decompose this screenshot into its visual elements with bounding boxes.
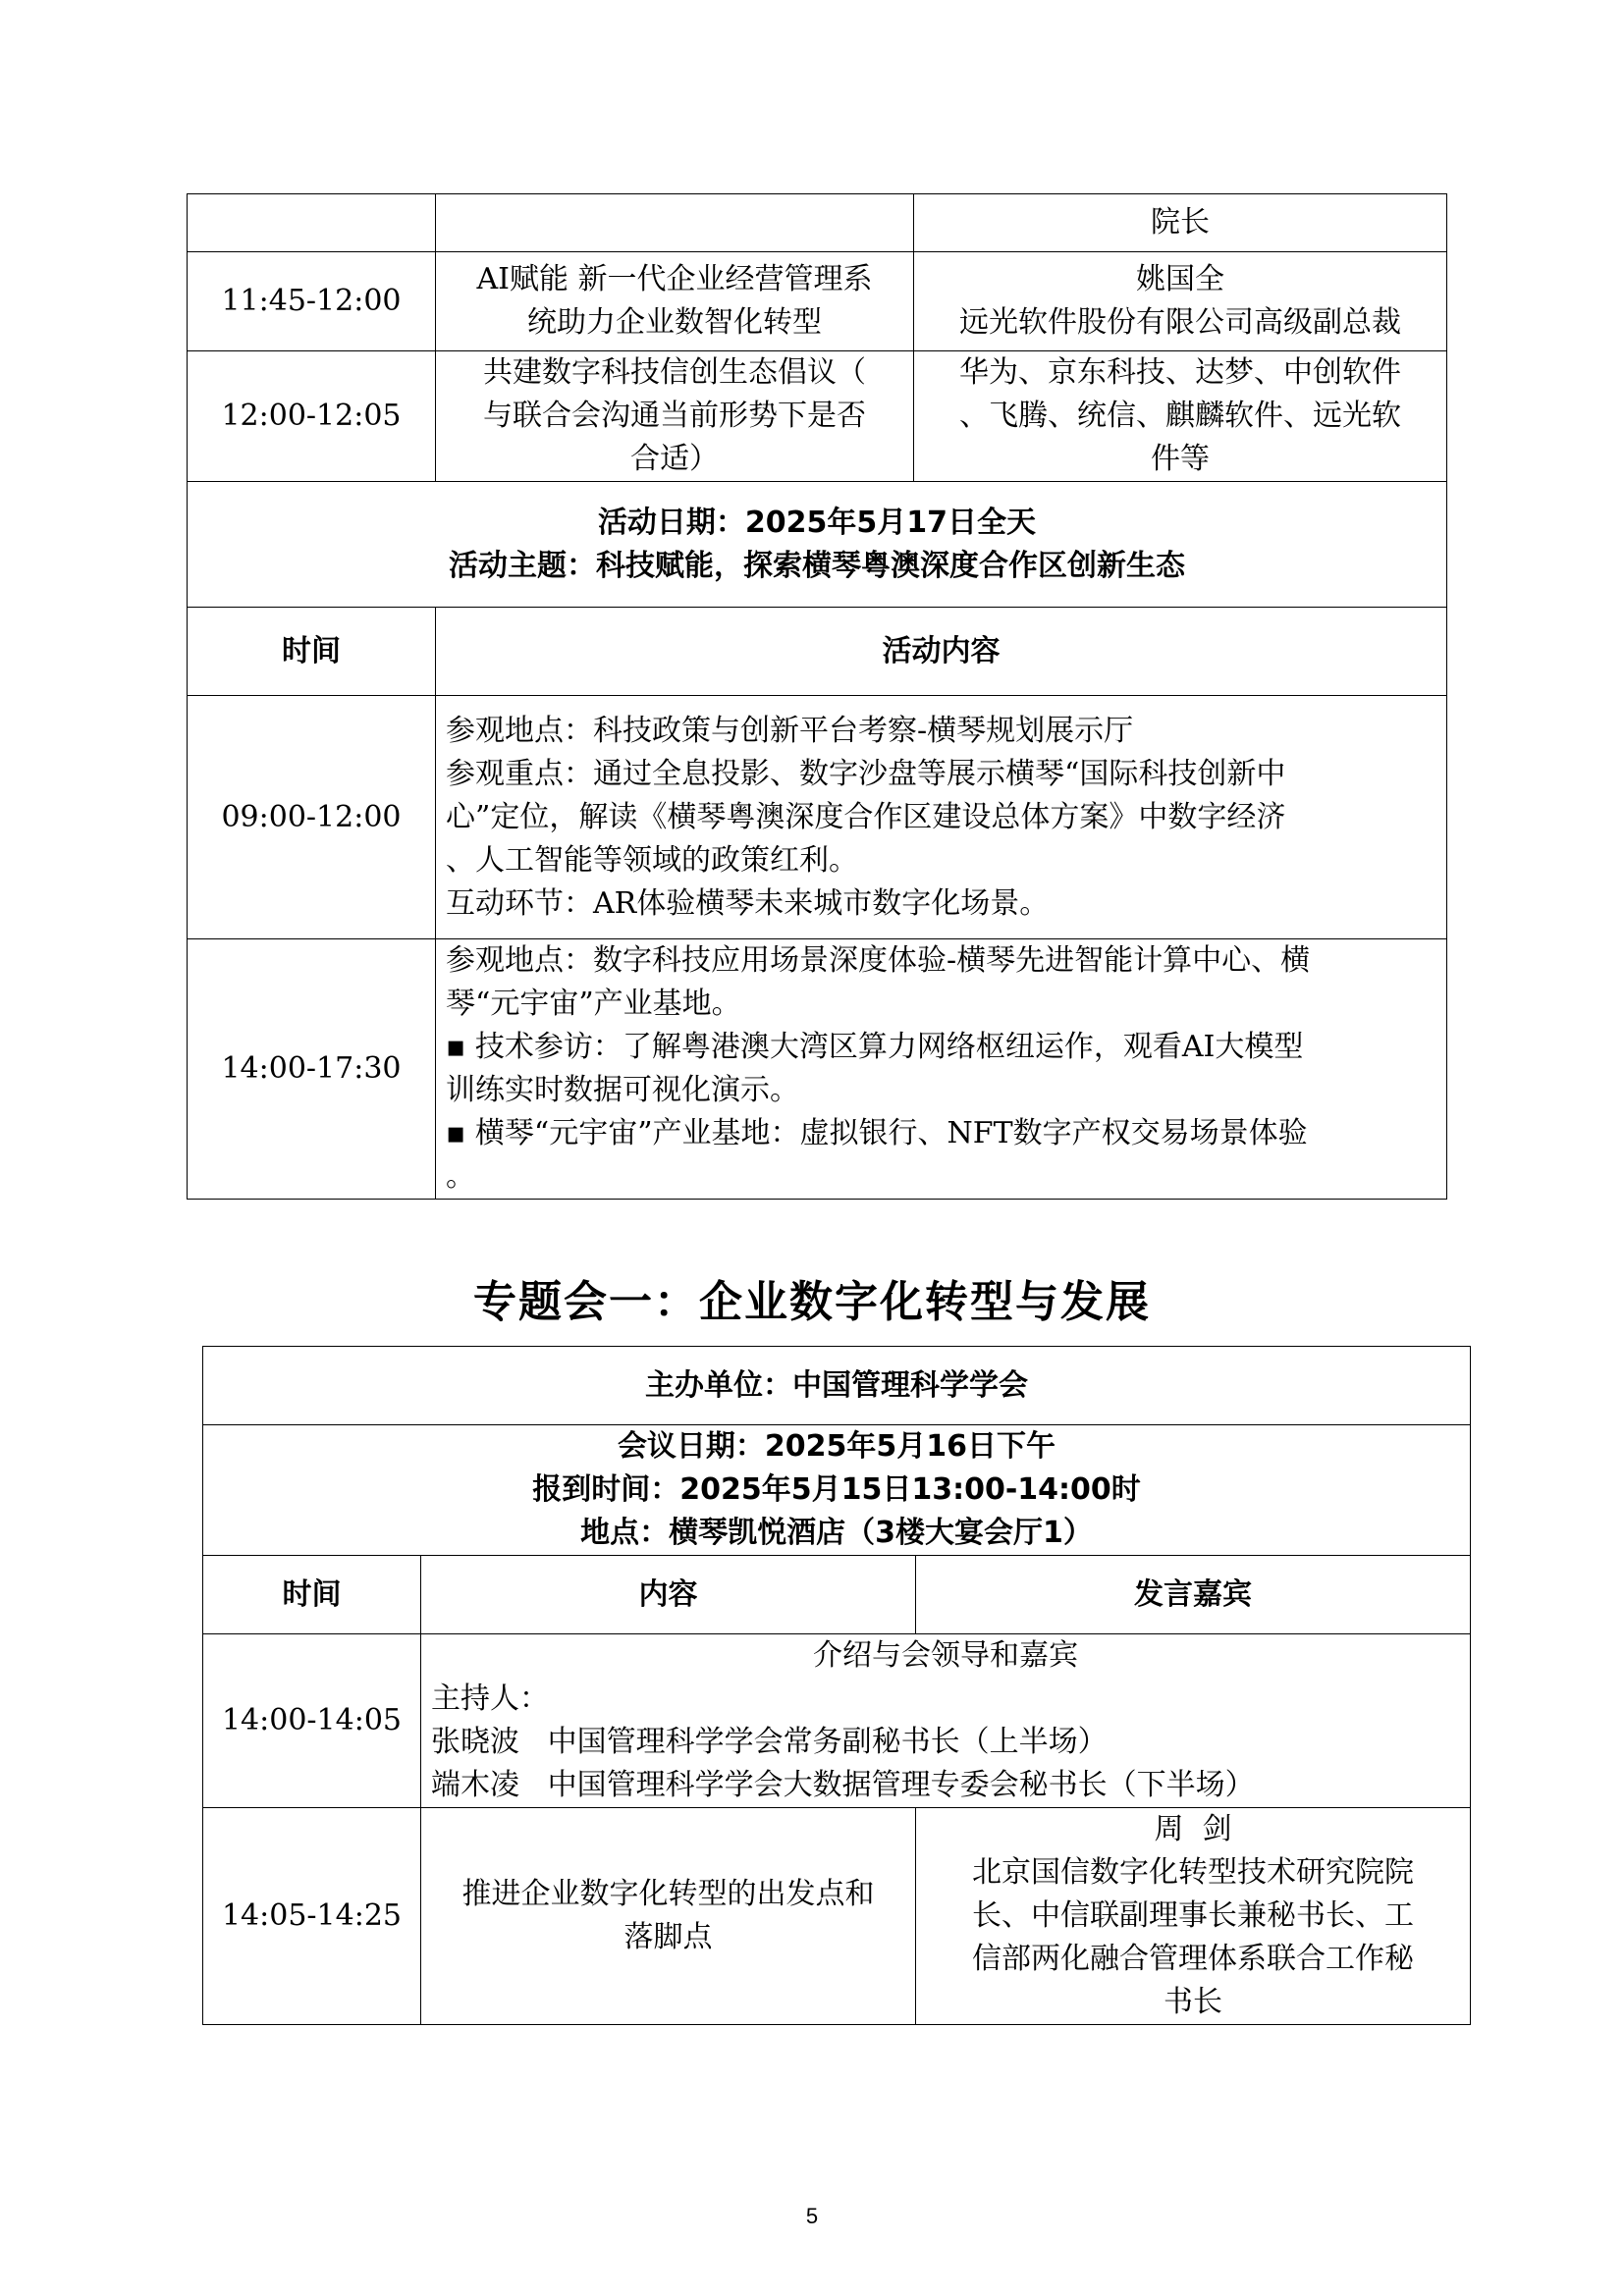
meeting-info-row (203, 1425, 1471, 1556)
time-cell: 14:00-14:05 (203, 1634, 421, 1808)
section-title: 专题会一：企业数字化转型与发展 (473, 1277, 1151, 1327)
speaker-line: 信部两化融合管理体系联合工作秘 (972, 1942, 1414, 1976)
schedule-table-day2 (187, 193, 1447, 1200)
speaker-line: 北京国信数字化转型技术研究院院 (972, 1855, 1414, 1890)
time-cell: 09:00-12:00 (188, 696, 436, 939)
speaker-cell (914, 252, 1447, 351)
activity-theme: 活动主题：科技赋能，探索横琴粤澳深度合作区创新生态 (449, 548, 1185, 583)
time-cell: 14:00-17:30 (188, 939, 436, 1200)
content-line: ▪ 横琴“元宇宙”产业基地：虚拟银行、NFT数字产权交易场景体验 (446, 1116, 1308, 1150)
speaker-line: 华为、京东科技、达梦、中创软件 (959, 355, 1401, 390)
content-cell (436, 252, 914, 351)
header-time: 时间 (203, 1556, 421, 1634)
speaker-cell: 院长 (914, 194, 1447, 252)
speaker-line: 长、中信联副理事长兼秘书长、工 (972, 1898, 1414, 1933)
content-line: 共建数字科技信创生态倡议（ (483, 355, 866, 390)
speaker-title: 远光软件股份有限公司高级副总裁 (959, 305, 1401, 340)
schedule-table-session1 (202, 1346, 1471, 2025)
content-cell (436, 939, 1447, 1200)
table-row (188, 252, 1447, 351)
page-number: 5 (805, 2204, 819, 2228)
content-line: 参观重点：通过全息投影、数字沙盘等展示横琴“国际科技创新中 (446, 756, 1286, 791)
table-row (203, 1808, 1471, 2025)
activity-date: 活动日期：2025年5月17日全天 (597, 505, 1037, 540)
table-row (203, 1634, 1471, 1808)
content-cell (421, 1634, 1471, 1808)
content-line: 琴“元宇宙”产业基地。 (446, 987, 741, 1021)
content-line: 介绍与会领导和嘉宾 (813, 1638, 1078, 1673)
speaker-name: 姚国全 (1136, 262, 1224, 296)
time-cell: 12:00-12:05 (188, 351, 436, 482)
content-line: 统助力企业数智化转型 (527, 305, 822, 340)
speaker-line: 、飞腾、统信、麒麟软件、远光软 (959, 399, 1401, 433)
content-line: 训练实时数据可视化演示。 (446, 1073, 799, 1107)
speaker-name: 周 剑 (1154, 1812, 1232, 1846)
content-line: 合适） (630, 442, 719, 476)
table-row (188, 194, 1447, 252)
header-speaker: 发言嘉宾 (916, 1556, 1471, 1634)
content-cell (436, 194, 914, 252)
table-row (188, 939, 1447, 1200)
meeting-venue: 地点：横琴凯悦酒店（3楼大宴会厅1） (580, 1516, 1093, 1550)
header-content: 内容 (421, 1556, 916, 1634)
table-row (188, 351, 1447, 482)
content-line: 与联合会沟通当前形势下是否 (483, 399, 866, 433)
speaker-cell (914, 351, 1447, 482)
time-cell: 11:45-12:00 (188, 252, 436, 351)
header-content: 活动内容 (436, 608, 1447, 696)
table-row (188, 696, 1447, 939)
speaker-line: 书长 (1164, 1985, 1222, 2019)
header-row (203, 1556, 1471, 1634)
content-line: 落脚点 (623, 1920, 713, 1954)
content-line: 互动环节：AR体验横琴未来城市数字化场景。 (446, 885, 1050, 921)
time-cell (188, 194, 436, 252)
content-line: 推进企业数字化转型的出发点和 (461, 1877, 875, 1911)
meeting-date: 会议日期：2025年5月16日下午 (617, 1429, 1056, 1464)
content-line: 主持人： (431, 1682, 549, 1716)
content-line: 。 (446, 1159, 475, 1194)
content-line: 心”定位，解读《横琴粤澳深度合作区建设总体方案》中数字经济 (446, 799, 1286, 834)
content-cell (436, 351, 914, 482)
speaker-line: 件等 (1151, 442, 1210, 476)
content-line: 参观地点：数字科技应用场景深度体验-横琴先进智能计算中心、横 (446, 943, 1311, 978)
content-line: 张晓波 中国管理科学学会常务副秘书长（上半场） (431, 1725, 1108, 1759)
content-line: ▪ 技术参访：了解粤港澳大湾区算力网络枢纽运作，观看AI大模型 (446, 1030, 1304, 1064)
content-line: 参观地点：科技政策与创新平台考察-横琴规划展示厅 (446, 713, 1134, 748)
activity-banner (188, 482, 1447, 608)
time-cell: 14:05-14:25 (203, 1808, 421, 2025)
checkin-time: 报到时间：2025年5月15日13:00-14:00时 (532, 1472, 1141, 1507)
meeting-info (203, 1425, 1471, 1556)
content-line: AI赋能 新一代企业经营管理系 (476, 262, 873, 296)
content-cell (421, 1808, 916, 2025)
content-line: 端木凌 中国管理科学学会大数据管理专委会秘书长（下半场） (431, 1768, 1255, 1802)
organizer: 主办单位：中国管理科学学会 (203, 1347, 1471, 1425)
banner-row (188, 482, 1447, 608)
organizer-row (203, 1347, 1471, 1425)
content-cell (436, 696, 1447, 939)
header-row (188, 608, 1447, 696)
header-time: 时间 (188, 608, 436, 696)
speaker-cell (916, 1808, 1471, 2025)
content-line: 、人工智能等领域的政策红利。 (446, 842, 858, 878)
